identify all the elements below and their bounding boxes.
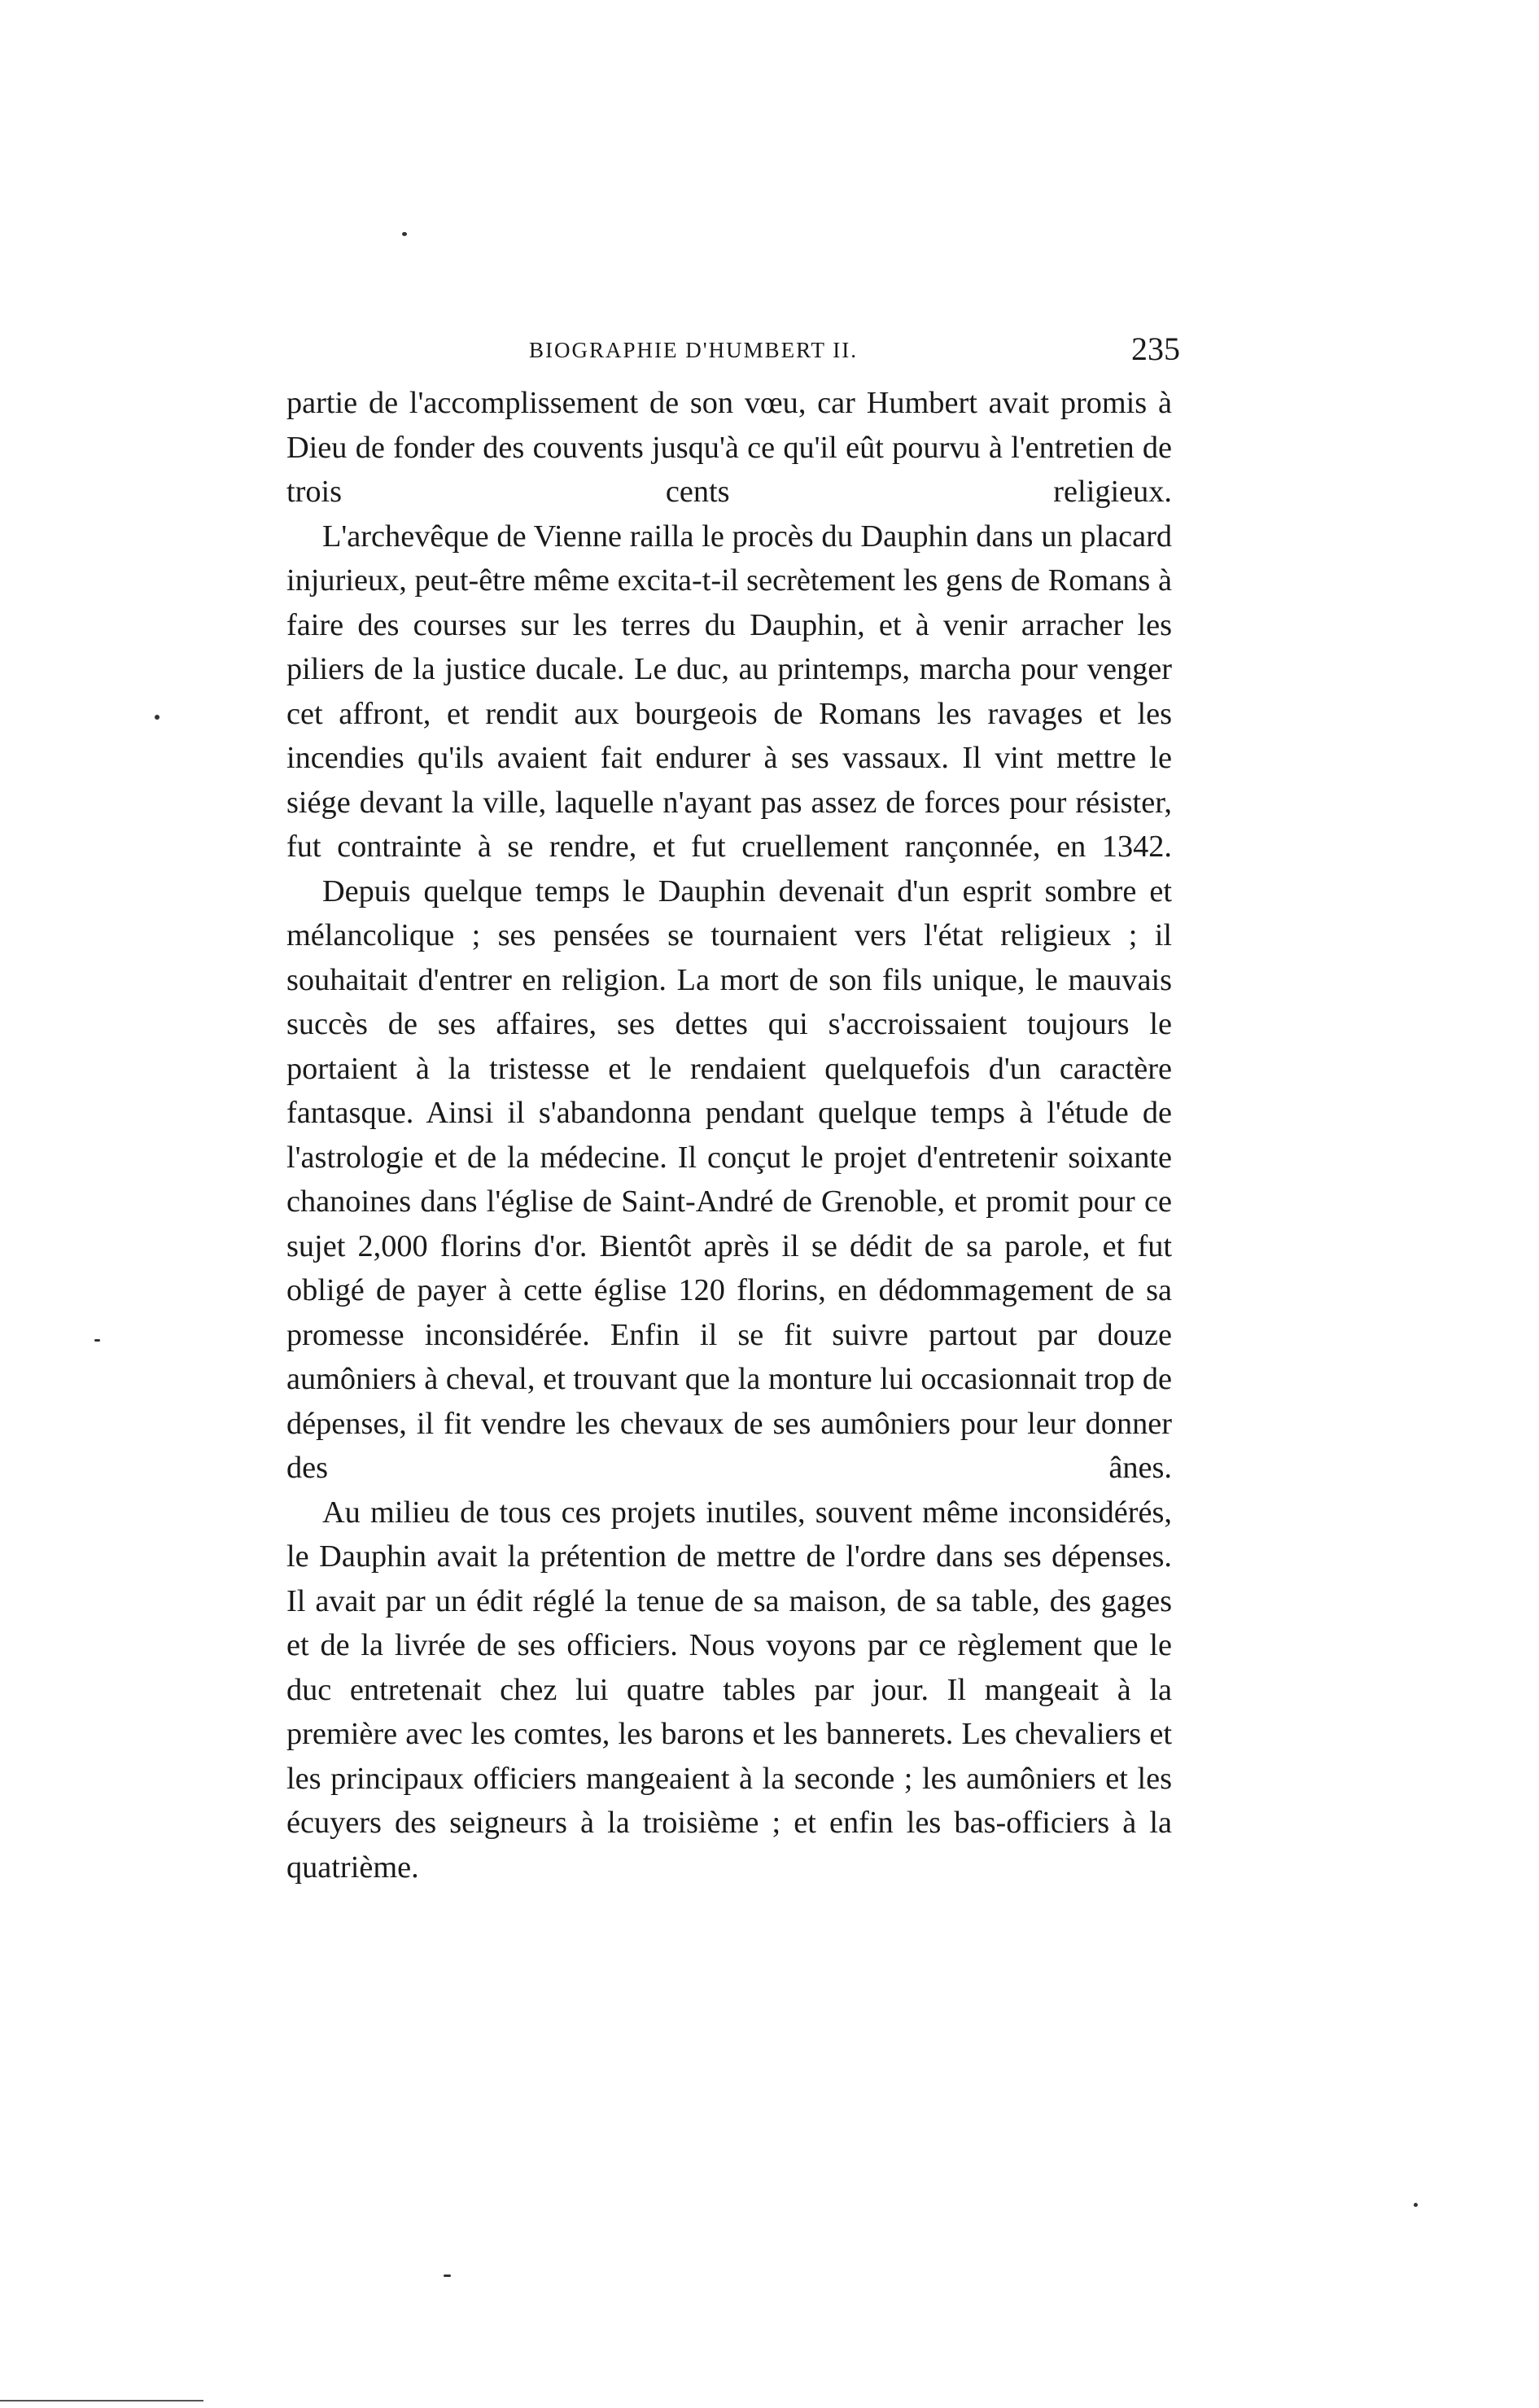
running-head <box>285 330 1180 379</box>
scan-speck-left-2 <box>94 1339 100 1342</box>
scan-speck-bottom <box>444 2274 451 2277</box>
page-number: 235 <box>1131 331 1180 367</box>
paragraph-2: L'archevêque de Vienne railla le procès du Dauphin dans un placard injurieux, peut-être même excita-t-il secrètement les gens de Romans à faire des courses sur les terres du Dauphin, et à venir arracher les piliers de la justice ducale. Le duc, au printemps, marcha pour venger cet affront, et rendit aux bourgeois de Romans les ravages et les incendies qu'ils avaient fait endurer à ses vassaux. Il vint mettre le siége devant la ville, laquelle n'ayant pas assez de forces pour résister, fut contrainte à se rendre, et fut cruellement rançonnée, en 1342. <box>286 519 1172 864</box>
bottom-edge-rule <box>0 2400 203 2401</box>
paragraph-3: Depuis quelque temps le Dauphin devenait d'un esprit sombre et mélancolique ; ses pensées se tournaient vers l'état religieux ; il souhaitait d'entrer en religion. La mort de son fils unique, le mauvais succès de ses affaires, ses dettes qui s'accroissaient toujours le portaient à la tristesse et le rendaient quelquefois d'un caractère fantasque. Ainsi il s'abandonna pendant quelque temps à l'étude de l'astrologie et de la médecine. Il conçut le projet d'entretenir soixante chanoines dans l'église de Saint-André de Grenoble, et promit pour ce sujet 2,000 florins d'or. Bientôt après il se dédit de sa parole, et fut obligé de payer à cette église 120 florins, en dédommagement de sa promesse inconsidérée. Enfin il se fit suivre partout par douze aumôniers à cheval, et trouvant que la monture lui occasionnait trop de dépenses, il fit vendre les chevaux de ses aumôniers pour leur donner des ânes. <box>286 873 1172 1485</box>
scan-speck-top <box>402 232 407 236</box>
running-title: BIOGRAPHIE D'HUMBERT II. <box>529 338 858 362</box>
scan-speck-left-1 <box>155 715 160 720</box>
paragraph-1: partie de l'accomplissement de son vœu, car Humbert avait promis à Dieu de fonder des couvents jusqu'à ce qu'il eût pourvu à l'entretien de trois cents religieux. <box>286 386 1172 509</box>
scan-speck-right <box>1414 2203 1418 2207</box>
paragraph-4: Au milieu de tous ces projets inutiles, souvent même inconsidérés, le Dauphin avait la prétention de mettre de l'ordre dans ses dépenses. Il avait par un édit réglé la tenue de sa maison, de sa table, des gages et de la livrée de ses officiers. Nous voyons par ce règlement que le duc entretenait chez lui quatre tables par jour. Il mangeait à la première avec les comtes, les barons et les bannerets. Les chevaliers et les principaux officiers mangeaient à la seconde ; les aumôniers et les écuyers des seigneurs à la troisième ; et enfin les bas-officiers à la quatrième. <box>286 1495 1172 1885</box>
body-text <box>286 381 1172 1889</box>
